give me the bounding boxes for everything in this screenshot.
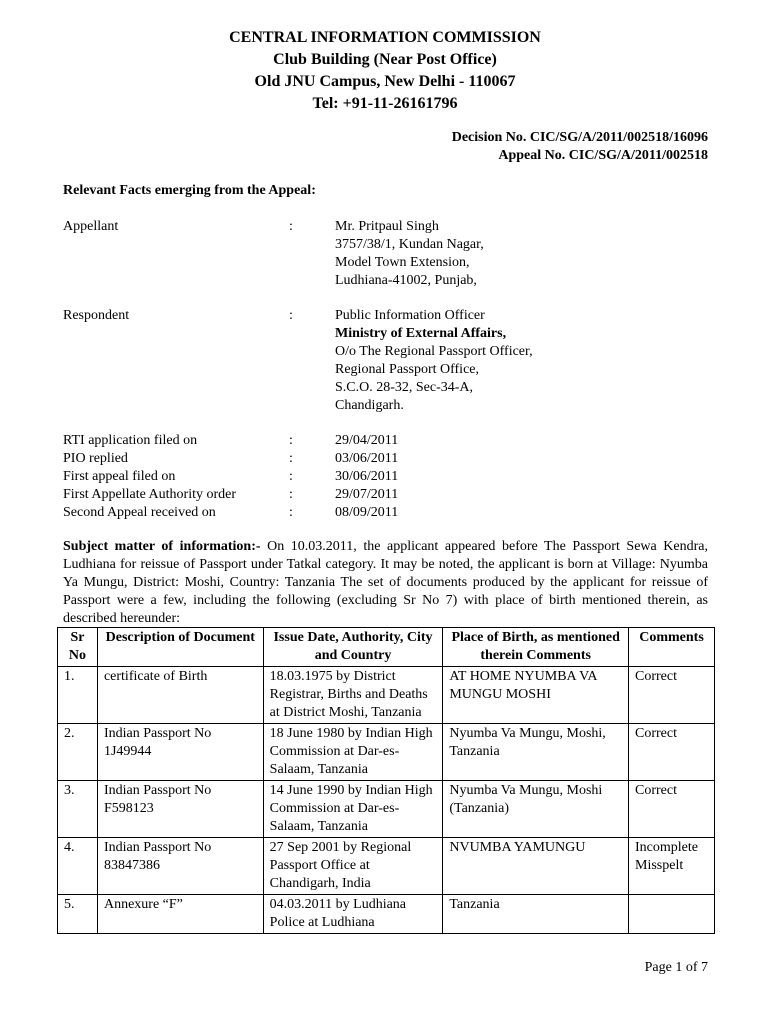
cell-sr: 5. xyxy=(58,895,98,934)
date-value: 08/09/2011 xyxy=(335,505,399,520)
cell-issue: 04.03.2011 by Ludhiana Police at Ludhiana xyxy=(263,895,443,934)
date-label: PIO replied xyxy=(63,451,128,466)
cell-comments: Correct xyxy=(629,781,715,838)
org-building: Club Building (Near Post Office) xyxy=(273,51,497,68)
date-colon: : xyxy=(289,487,293,502)
cell-place: Nyumba Va Mungu, Moshi (Tanzania) xyxy=(443,781,629,838)
date-value: 29/04/2011 xyxy=(335,433,399,448)
subject-heading: Subject matter of information:- xyxy=(63,539,261,554)
cell-issue: 18 June 1980 by Indian High Commission at Dar-es-Salaam, Tanzania xyxy=(263,724,443,781)
cell-issue: 18.03.1975 by District Registrar, Births and Deaths at District Moshi, Tanzania xyxy=(263,667,443,724)
subject-text: On 10.03.2011, the applicant appeared before The Passport Sewa Kendra, Ludhiana for reissue of Passport under Tatkal category. It may be noted, the applicant is born at Village: Nyumba Ya Mungu, District: Moshi, Country: Tanzania The set of documents produced by the applicant for reissue of Passport were a few, including the following (excluding Sr No 7) with place of birth mentioned therein, as described hereunder: xyxy=(63,539,709,626)
date-value: 30/06/2011 xyxy=(335,469,399,484)
subject-paragraph xyxy=(63,538,708,628)
org-address: Old JNU Campus, New Delhi - 110067 xyxy=(254,73,516,90)
decision-number: Decision No. CIC/SG/A/2011/002518/16096 xyxy=(451,130,708,145)
header-place-of-birth: Place of Birth, as mentioned therein Comments xyxy=(443,628,629,667)
table-header-row xyxy=(58,628,715,667)
appeal-number: Appeal No. CIC/SG/A/2011/002518 xyxy=(498,148,708,163)
date-colon: : xyxy=(289,469,293,484)
header-issue-details: Issue Date, Authority, City and Country xyxy=(263,628,443,667)
appellant-colon: : xyxy=(289,219,293,234)
documents-table xyxy=(57,627,715,934)
date-colon: : xyxy=(289,433,293,448)
respondent-address-line: Regional Passport Office, xyxy=(335,362,479,377)
respondent-label: Respondent xyxy=(63,308,130,323)
table-row xyxy=(58,838,715,895)
appellant-address-line: 3757/38/1, Kundan Nagar, xyxy=(335,237,484,252)
cell-sr: 2. xyxy=(58,724,98,781)
date-label: First appeal filed on xyxy=(63,469,176,484)
appellant-label: Appellant xyxy=(63,219,119,234)
respondent-address-line: Chandigarh. xyxy=(335,398,404,413)
table-row xyxy=(58,724,715,781)
date-value: 29/07/2011 xyxy=(335,487,399,502)
cell-sr: 1. xyxy=(58,667,98,724)
cell-description: Indian Passport No 1J49944 xyxy=(97,724,263,781)
page-number: Page 1 of 7 xyxy=(644,960,708,975)
cell-place: NVUMBA YAMUNGU xyxy=(443,838,629,895)
table-row xyxy=(58,895,715,934)
date-label: Second Appeal received on xyxy=(63,505,216,520)
date-colon: : xyxy=(289,505,293,520)
cell-comments: Correct xyxy=(629,667,715,724)
respondent-ministry: Ministry of External Affairs, xyxy=(335,326,507,341)
respondent-address-line: O/o The Regional Passport Officer, xyxy=(335,344,533,359)
cell-comments: Correct xyxy=(629,724,715,781)
respondent-title: Public Information Officer xyxy=(335,308,485,323)
date-label: First Appellate Authority order xyxy=(63,487,237,502)
org-telephone: Tel: +91-11-26161796 xyxy=(312,95,458,112)
header-description: Description of Document xyxy=(97,628,263,667)
cell-comments xyxy=(629,895,715,934)
cell-sr: 4. xyxy=(58,838,98,895)
date-value: 03/06/2011 xyxy=(335,451,399,466)
cell-issue: 14 June 1990 by Indian High Commission at Dar-es-Salaam, Tanzania xyxy=(263,781,443,838)
respondent-colon: : xyxy=(289,308,293,323)
appellant-name: Mr. Pritpaul Singh xyxy=(335,219,439,234)
cell-place: AT HOME NYUMBA VA MUNGU MOSHI xyxy=(443,667,629,724)
date-label: RTI application filed on xyxy=(63,433,198,448)
cell-description: Indian Passport No F598123 xyxy=(97,781,263,838)
cell-sr: 3. xyxy=(58,781,98,838)
header-sr-no: Sr No xyxy=(58,628,98,667)
date-colon: : xyxy=(289,451,293,466)
cell-description: Indian Passport No 83847386 xyxy=(97,838,263,895)
cell-description: Annexure “F” xyxy=(97,895,263,934)
cell-issue: 27 Sep 2001 by Regional Passport Office at Chandigarh, India xyxy=(263,838,443,895)
section-title: Relevant Facts emerging from the Appeal: xyxy=(63,183,316,198)
appellant-address-line: Model Town Extension, xyxy=(335,255,470,270)
cell-comments: Incomplete Misspelt xyxy=(629,838,715,895)
org-title: CENTRAL INFORMATION COMMISSION xyxy=(229,29,541,46)
respondent-address-line: S.C.O. 28-32, Sec-34-A, xyxy=(335,380,474,395)
header-comments: Comments xyxy=(629,628,715,667)
appellant-address-line: Ludhiana-41002, Punjab, xyxy=(335,273,477,288)
table-row xyxy=(58,667,715,724)
cell-place: Tanzania xyxy=(443,895,629,934)
table-row xyxy=(58,781,715,838)
cell-description: certificate of Birth xyxy=(97,667,263,724)
cell-place: Nyumba Va Mungu, Moshi, Tanzania xyxy=(443,724,629,781)
